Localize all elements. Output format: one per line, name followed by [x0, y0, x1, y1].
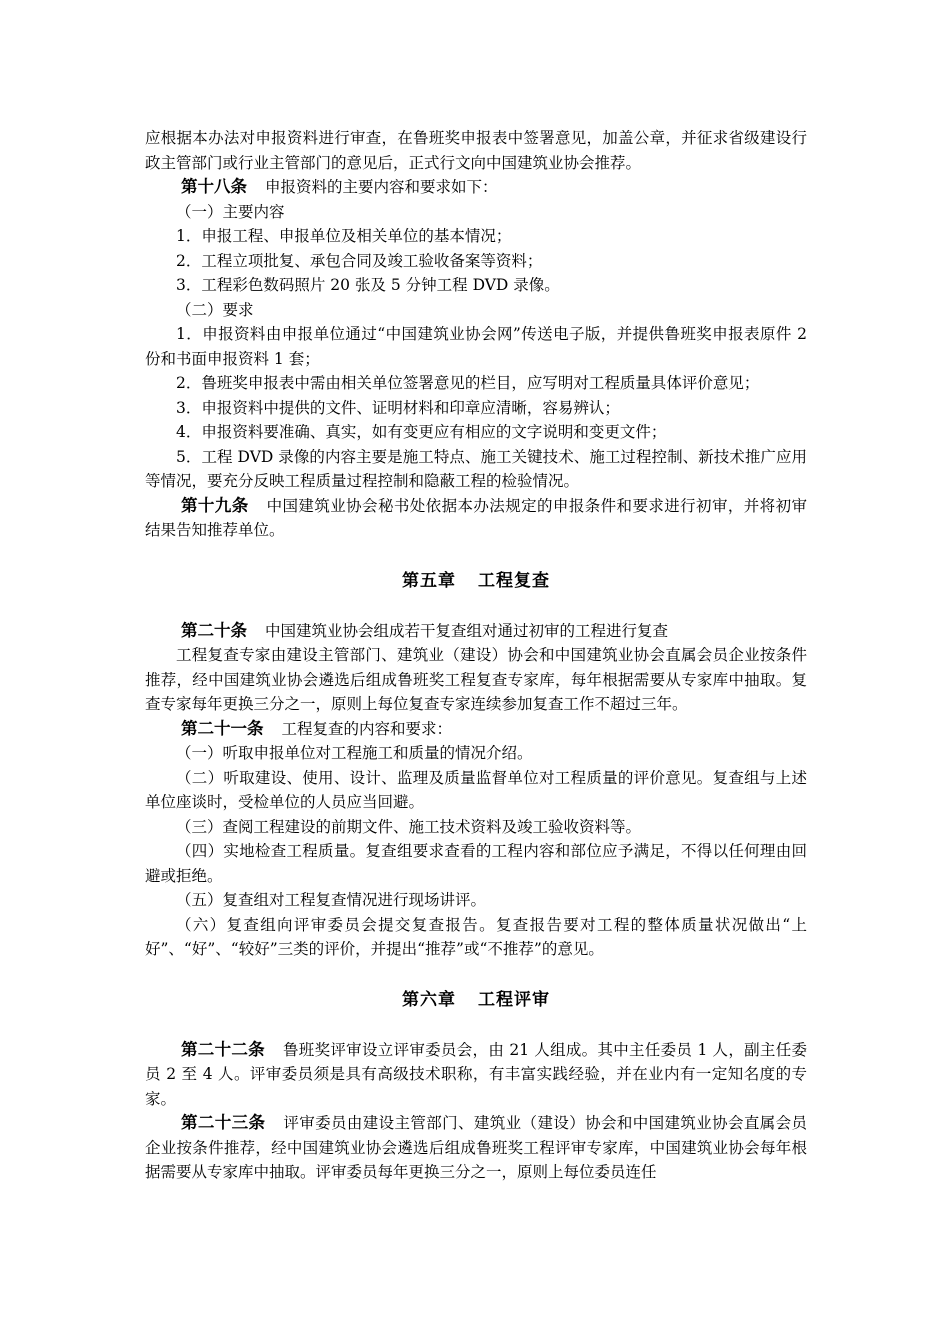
- chapter-spacer: [145, 543, 807, 569]
- article-paragraph: [145, 619, 807, 644]
- article-text: 工程复查的内容和要求：: [281, 719, 453, 738]
- body-paragraph: （六）复查组向评审委员会提交复查报告。复查报告要对工程的整体质量状况做出“上好”、“好”、“较好”三类的评价，并提出“推荐”或“不推荐”的意见。: [145, 915, 807, 958]
- article-paragraph: [145, 717, 807, 742]
- body-paragraph: （一）听取申报单位对工程施工和质量的情况介绍。: [176, 744, 533, 762]
- article-label: 第二十三条: [181, 1113, 266, 1132]
- chapter-heading: [145, 988, 807, 1012]
- body-paragraph: 1．申报工程、申报单位及相关单位的基本情况；: [176, 227, 512, 245]
- article-label: 第十九条: [181, 495, 249, 515]
- document-body: [145, 126, 807, 1185]
- body-paragraph: （二）要求: [176, 300, 254, 319]
- article-paragraph: [145, 1038, 807, 1112]
- chapter-title: 工程评审: [478, 989, 550, 1010]
- article-text: 鲁班奖评审设立评审委员会，由 21 人组成。其中主任委员 1 人，副主任委员 2 至 4 人。评审委员须是具有高级技术职称，有丰富实践经验，并在业内有一定知名度的专家。: [145, 1040, 808, 1108]
- body-paragraph: （三）查阅工程建设的前期文件、施工技术资料及竣工验收资料等。: [176, 817, 642, 836]
- chapter-number: 第六章: [402, 989, 456, 1010]
- chapter-title: 工程复查: [478, 570, 550, 591]
- article-paragraph: [145, 494, 807, 543]
- chapter-spacer: [145, 1012, 807, 1038]
- body-paragraph: 应根据本办法对申报资料进行审查，在鲁班奖申报表中签署意见，加盖公章，并征求省级建设行政主管部门或行业主管部门的意见后，正式行文向中国建筑业协会推荐。: [145, 129, 807, 172]
- article-text: 中国建筑业协会秘书处依据本办法规定的申报条件和要求进行初审，并将初审结果告知推荐单位。: [145, 496, 807, 539]
- body-paragraph: （五）复查组对工程复查情况进行现场讲评。: [176, 891, 487, 909]
- article-label: 第二十二条: [181, 1039, 265, 1059]
- body-paragraph: 2．鲁班奖申报表中需由相关单位签署意见的栏目，应写明对工程质量具体评价意见；: [176, 374, 760, 392]
- article-text: 中国建筑业协会组成若干复查组对通过初审的工程进行复查: [265, 621, 669, 640]
- article-label: 第二十条: [181, 620, 247, 640]
- body-paragraph: 1．申报资料由申报单位通过“中国建筑业协会网”传送电子版，并提供鲁班奖申报表原件 2 份和书面申报资料 1 套；: [145, 325, 807, 368]
- article-paragraph: [145, 175, 807, 200]
- article-label: 第十八条: [181, 177, 247, 196]
- chapter-heading: [145, 569, 807, 593]
- body-paragraph: 3．工程彩色数码照片 20 张及 5 分钟工程 DVD 录像。: [176, 276, 560, 294]
- chapter-number: 第五章: [402, 570, 456, 591]
- body-paragraph: （二）听取建设、使用、设计、监理及质量监督单位对工程质量的评价意见。复查组与上述单位座谈时，受检单位的人员应当回避。: [145, 768, 807, 811]
- body-paragraph: 3．申报资料中提供的文件、证明材料和印章应清晰，容易辨认；: [176, 398, 620, 417]
- body-paragraph: 工程复查专家由建设主管部门、建筑业（建设）协会和中国建筑业协会直属会员企业按条件推荐，经中国建筑业协会遴选后组成鲁班奖工程复查专家库，每年根据需要从专家库中抽取。复查专家每年更换三分之一，原则上每位复查专家连续参加复查工作不超过三年。: [145, 646, 807, 713]
- article-text: 申报资料的主要内容和要求如下：: [265, 178, 498, 196]
- body-paragraph: （四）实地检查工程质量。复查组要求查看的工程内容和部位应予满足，不得以任何理由回避或拒绝。: [145, 842, 807, 885]
- body-paragraph: 2．工程立项批复、承包合同及竣工验收备案等资料；: [176, 251, 543, 270]
- article-label: 第二十一条: [181, 718, 264, 738]
- article-paragraph: [145, 1111, 807, 1185]
- body-paragraph: 4．申报资料要准确、真实，如有变更应有相应的文字说明和变更文件；: [176, 423, 667, 441]
- body-paragraph: （一）主要内容: [176, 202, 285, 221]
- chapter-spacer: [145, 962, 807, 988]
- chapter-spacer: [145, 593, 807, 619]
- body-paragraph: 5．工程 DVD 录像的内容主要是施工特点、施工关键技术、施工过程控制、新技术推广应用等情况，要充分反映工程质量过程控制和隐蔽工程的检验情况。: [145, 447, 807, 490]
- article-text: 评审委员由建设主管部门、建筑业（建设）协会和中国建筑业协会直属会员企业按条件推荐，经中国建筑业协会遴选后组成鲁班奖工程评审专家库，中国建筑业协会每年根据需要从专家库中抽取。评审委员每年更换三分之一，原则上每位委员连任: [145, 1114, 807, 1181]
